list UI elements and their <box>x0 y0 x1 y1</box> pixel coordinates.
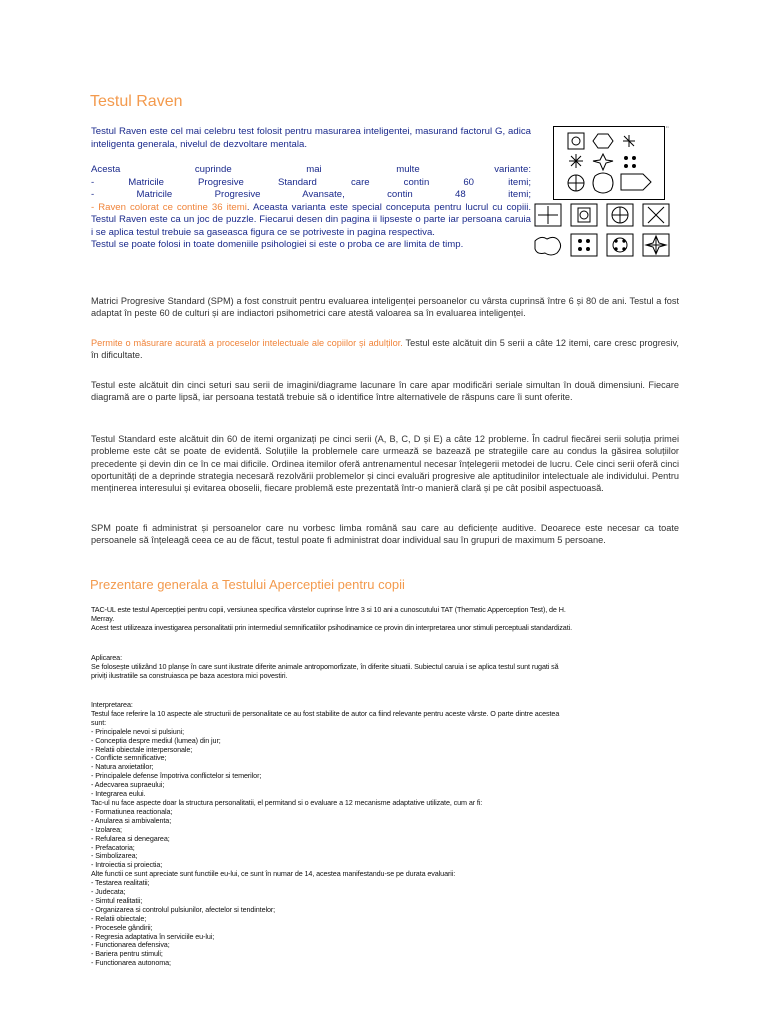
interpretare-line: - Relatii obiectale; <box>91 913 147 923</box>
intro-paragraph-1: Testul Raven este cel mai celebru test folosit pentru masurarea inteligentei, masurand factorul G, adica inteligenta generala, nivelul de dezvoltare mentala. <box>91 126 531 150</box>
variant-item-3-rest: . Aceasta varianta este special conceputa pentru lucrul cu copiii. <box>246 201 532 213</box>
interpretare-line: - Testarea realitatii; <box>91 878 150 888</box>
interpretare-line: - Integrarea eului. <box>91 789 146 799</box>
tac-intro-line-3: Acest test utilizeaza investigarea personalitatii prin intermediul semnificatiilor psihodinamice ce provin din interpretarea unor stimuli perceptuali standardizati. <box>91 622 572 632</box>
spm-paragraph-5: SPM poate fi administrat și persoanelor care nu vorbesc limba română sau care au deficiențe auditive. Deoarece este necesar ca toate persoanele să înțeleagă ceea ce au de făcut, testul poate fi administrat doar individual sau în grupuri de maximum 5 persoane. <box>91 523 679 546</box>
variant-item-1: - Matricile Progresive Standard care contin 60 itemi; <box>91 176 531 188</box>
interpretare-line: - Principalele nevoi si pulsiuni; <box>91 726 184 736</box>
interpretare-line: - Formatiunea reactionala; <box>91 806 173 816</box>
tac-intro <box>91 606 701 633</box>
interpretare-line: - Refularea si denegarea; <box>91 833 170 843</box>
spm-paragraph-2-rest: Testul este alcătuit din 5 serii a câte 12 itemi, care cresc progresiv, în dificultate. <box>91 338 679 361</box>
intro-paragraph-3: Testul Raven este ca un joc de puzzle. Fiecarui desen din pagina ii lipseste o parte iar persoana caruia i se aplica testul trebuie sa gaseasca figura ce se potriveste in pagina respectiva. <box>91 214 531 238</box>
interpretare-line: - Introiectia si proiectia; <box>91 860 163 870</box>
tac-section-title: Prezentare generala a Testului Aperceptiei pentru copii <box>90 577 405 592</box>
interpretare-line: - Conflicte semnificative; <box>91 753 167 763</box>
interpretare-line: Testul face referire la 10 aspecte ale structurii de personalitate ce au fost stabilite de autor ca fiind relevante pentru aceste vârste. O parte dintre acestea <box>91 708 560 718</box>
page-title: Testul Raven <box>90 93 183 110</box>
interpretare-line: - Simbolizarea; <box>91 851 138 861</box>
aplicarea-line-2: priviți ilustratiile sa construiasca pe baza acestora mici povestiri. <box>91 670 288 680</box>
tac-intro-line-1: TAC-UL este testul Apercepției pentru copii, versiunea specifica vârstelor cuprinse între 3 si 10 ani a cunoscutului TAT (Thematic Apperception Test), de H. <box>91 605 566 614</box>
raven-intro <box>91 126 531 252</box>
interpretare-line: - Bariera pentru stimuli; <box>91 949 163 959</box>
interpretare-line: - Judecata; <box>91 887 126 897</box>
variant-item-3 <box>91 202 531 215</box>
interpretare-line: sunt: <box>91 717 107 727</box>
interpretare-heading: Interpretarea: <box>91 700 133 709</box>
interpretare-line: - Relatii obiectale interpersonale; <box>91 744 193 754</box>
interpretare-line: - Izolarea; <box>91 824 122 834</box>
interpretare-line: - Anularea si ambivalenta; <box>91 815 172 825</box>
interpretare-line: - Functionarea defensiva; <box>91 940 170 950</box>
interpretare-line: - Procesele gândirii; <box>91 922 153 932</box>
interpretare-line: - Conceptia despre mediul (lumea) din jur; <box>91 735 221 745</box>
interpretare-line: Tac-ul nu face aspecte doar la structura personalitatii, el permitand si o evaluare a 12 mecanisme adaptative utilizate, cum ar fi: <box>91 797 483 807</box>
aplicarea-line-1: Se folosește utilizând 10 planșe în care sunt ilustrate diferite animale antropomorfizate, în diferite situatii. Subiectul caruia i se aplica testul sunt rugati să <box>91 661 559 671</box>
interpretare-line: - Organizarea si controlul pulsiunilor, afectelor si tendintelor; <box>91 904 276 914</box>
interpretare-line: - Principalele defense împotriva conflictelor si temerilor; <box>91 771 262 781</box>
spm-paragraph-2 <box>91 337 679 362</box>
spm-paragraph-3: Testul este alcătuit din cinci seturi sau serii de imagini/diagrame lacunare în care apar modificări seriale simultan în două dimensiuni. Fiecare diagramă are o parte lipsă, iar persoana testată trebuie să o identifice între alternativele de răspuns care îi sunt oferite. <box>91 380 679 403</box>
tac-intro-line-2: Merray. <box>91 613 115 623</box>
interpretare-line: - Regresia adaptativa în serviciile eu-lui; <box>91 931 215 941</box>
tac-interpretare <box>91 701 701 968</box>
figure-corner-mark: ʼʼ <box>666 127 669 133</box>
variant-item-3-highlight: - Raven colorat ce contine 36 itemi <box>91 201 247 213</box>
tac-aplicarea <box>91 654 701 681</box>
matrix-grid-drawing <box>553 126 663 198</box>
interpretare-line: - Natura anxietatilor; <box>91 762 154 772</box>
interpretare-line: - Adecvarea supraeului; <box>91 780 165 790</box>
spm-paragraph-4: Testul Standard este alcătuit din 60 de itemi organizați pe cinci serii (A, B, C, D și E) a câte 12 probleme. În cadrul fiecărei serii soluția primei probleme este cât se poate de evidentă. Soluțiile la problemele care urmează se bazează pe strategiile care au condus la găsirea soluțiilor precedente și devin din ce în ce mai dificile. Ordinea itemilor oferă antrenamentul necesar înțelegerii metodei de lucru. Cele cinci serii oferă cinci oportunități de a deprinde strategia necesară rezolvării problemelor și cinci evaluări progresive ale aptitudinilor intelectuale ale individului. Pentru menținerea interesului și evitarea oboselii, fiecare problemă este prezentată într-o manieră clară și pe cât posibil aspectuoasă. <box>91 434 679 494</box>
intro-paragraph-4: Testul se poate folosi in toate domeniile psihologiei si este o proba ce are limita de timp. <box>91 239 464 250</box>
interpretare-line: - Prefacatoria; <box>91 842 135 852</box>
interpretare-line: Alte functii ce sunt apreciate sunt functiile eu-lui, ce sunt în numar de 14, acestea manifestandu-se pe durata evaluarii: <box>91 869 456 879</box>
spm-paragraph-2-highlight: Permite o măsurare acurată a proceselor intelectuale ale copiilor și adulților. <box>91 338 403 348</box>
spm-paragraph-1: Matrici Progresive Standard (SPM) a fost construit pentru evaluarea inteligenței persoanelor cu vârsta cuprinsă între 6 și 80 de ani. Testul a fost adaptat în peste 60 de culturi și are indiactori psihometrici care atestă valoarea sa în evaluarea inteligenței. <box>91 296 679 319</box>
interpretare-line: - Functionarea autonoma; <box>91 958 171 968</box>
aplicarea-heading: Aplicarea: <box>91 653 122 662</box>
interpretare-line: - Simtul realitatii; <box>91 895 143 905</box>
intro-variants-line: Acesta cuprinde mai multe variante: <box>91 164 531 175</box>
variant-item-2: - Matricile Progresive Avansate, contin 48 itemi; <box>91 189 531 200</box>
answer-options-drawing <box>531 201 681 263</box>
